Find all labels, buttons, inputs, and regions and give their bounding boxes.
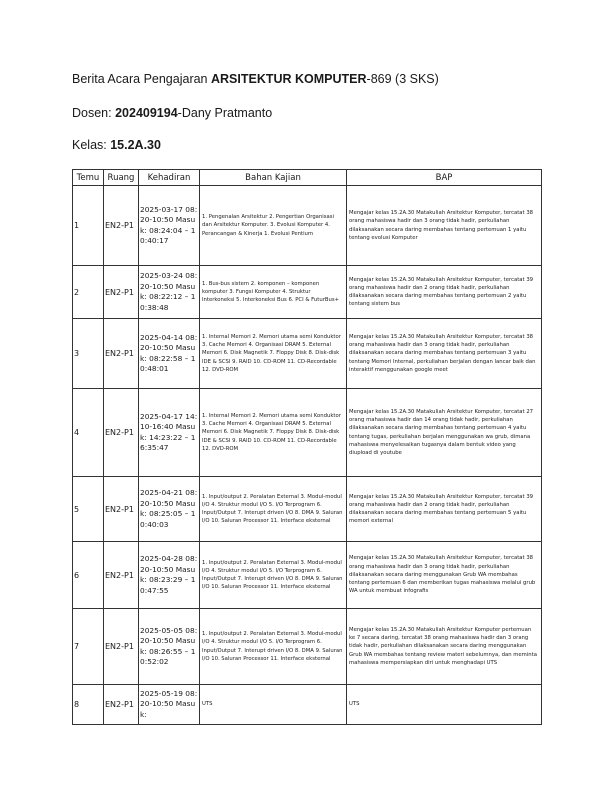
cell-bap: Mengajar kelas 15.2A.30 Matakuliah Arsitektur Komputer, tercatat 38 orang mahasiswa hadir dan 3 orang tidak hadir, perkuliahan dilaksanakan secara daring membahas tentang pertemuan 3 yaitu tentang Memori Internal, perkuliahan berjalan dengan lancar baik dan interaktif menggunakan google meet <box>347 319 542 389</box>
kelas-line <box>72 138 161 152</box>
cell-ruang: EN2-P1 <box>104 685 139 725</box>
cell-temu: 8 <box>73 685 104 725</box>
cell-kehadiran: 2025-04-17 14:10-16:40 Masuk: 14:23:22 – 16:35:47 <box>139 389 200 477</box>
cell-ruang: EN2-P1 <box>104 389 139 477</box>
cell-kehadiran: 2025-04-28 08:20-10:50 Masuk: 08:23:29 – 10:47:55 <box>139 542 200 609</box>
kelas-label: Kelas: <box>72 138 111 152</box>
cell-bap: Mengajar kelas 15.2A.30 Matakuliah Arsitektur Komputer pertemuan ke 7 secara daring, tercatat 38 orang mahasiswa hadir dan 3 orang tidak hadir, perkuliahan dilaksanakan secara daring menggunakan Grub WA membahas tentang review materi sebelumnya, dan meminta mahasiswa mempersiapkan diri untuk menghadapi UTS <box>347 609 542 685</box>
cell-temu: 4 <box>73 389 104 477</box>
kelas-value: 15.2A.30 <box>110 138 161 152</box>
cell-temu: 2 <box>73 266 104 319</box>
cell-ruang: EN2-P1 <box>104 319 139 389</box>
course-suffix: -869 (3 SKS) <box>366 72 439 86</box>
cell-kehadiran: 2025-03-24 08:20-10:50 Masuk: 08:22:12 – 10:38:48 <box>139 266 200 319</box>
course-name: ARSITEKTUR KOMPUTER <box>210 72 367 86</box>
document-title <box>72 72 439 86</box>
cell-bap: Mengajar kelas 15.2A.30 Matakuliah Arsitektur Komputer, tercatat 38 orang mahasiswa hadir dan 3 orang tidak hadir, perkuliahan dilaksanakan secara daring menggunakan Grub WA membahas tentang pertemuan 6 dan memberikan tugas mahasiswa melalui grub WA untuk membuat infografis <box>347 542 542 609</box>
column-header-kehadiran: Kehadiran <box>139 170 200 186</box>
cell-ruang: EN2-P1 <box>104 186 139 266</box>
dosen-name: -Dany Pratmanto <box>177 106 273 120</box>
cell-temu: 5 <box>73 477 104 542</box>
column-header-temu: Temu <box>73 170 104 186</box>
cell-kehadiran: 2025-04-21 08:20-10:50 Masuk: 08:25:05 – 10:40:03 <box>139 477 200 542</box>
cell-temu: 7 <box>73 609 104 685</box>
table-row <box>73 542 542 609</box>
cell-ruang: EN2-P1 <box>104 542 139 609</box>
cell-bap: Mengajar kelas 15.2A.30 Matakuliah Arsitektur Komputer, tercatat 38 orang mahasiswa hadir dan 3 orang tidak hadir, perkuliahan dilaksanakan secara daring membahas tentang pertemuan 1 yaitu tentang evolusi Komputer <box>347 186 542 266</box>
cell-bahan-kajian: 1. Internal Memori 2. Memori utama semi Konduktor 3. Cache Memori 4. Organisasi DRAM 5. External Memori 6. Disk Magnetik 7. Floppy Disk 8. Disk-disk IDE & SCSI 9. RAID 10. CD-ROM 11. CD-Recordable 12. DVD-ROM <box>200 319 347 389</box>
dosen-id: 202409194 <box>115 106 178 120</box>
table-row <box>73 609 542 685</box>
cell-bahan-kajian: 1. Pengenalan Arsitektur 2. Pengertian Organisasi dan Arsitektur Komputer. 3. Evolusi Komputer 4. Perancangan & Kinerja 1. Evolusi Pentium <box>200 186 347 266</box>
cell-kehadiran: 2025-03-17 08:20-10:50 Masuk: 08:24:04 – 10:40:17 <box>139 186 200 266</box>
table-row <box>73 389 542 477</box>
table-row <box>73 685 542 725</box>
cell-bahan-kajian: 1. Input/output 2. Peralatan External 3. Modul-modul I/O 4. Struktur modul I/O 5. I/O Terprogram 6. Input/Output 7. Interupt driven I/O 8. DMA 9. Saluran I/O 10. Saluran Processor 11. Interface eksternal <box>200 477 347 542</box>
cell-bahan-kajian: 1. Input/output 2. Peralatan External 3. Modul-modul I/O 4. Struktur modul I/O 5. I/O Terprogram 6. Input/Output 7. Interupt driven I/O 8. DMA 9. Saluran I/O 10. Saluran Processor 11. Interface eksternal <box>200 609 347 685</box>
cell-temu: 1 <box>73 186 104 266</box>
cell-bap: Mengajar kelas 15.2A.30 Matakuliah Arsitektur Komputer, tercatat 39 orang mahasiswa hadir dan 2 orang tidak hadir, perkuliahan dilaksanakan secara daring membahas tentang pertemuan 2 yaitu tentang sistem bus <box>347 266 542 319</box>
cell-kehadiran: 2025-05-19 08:20-10:50 Masuk: <box>139 685 200 725</box>
cell-bahan-kajian: UTS <box>200 685 347 725</box>
bap-table <box>72 169 542 725</box>
column-header-bap: BAP <box>347 170 542 186</box>
table-row <box>73 319 542 389</box>
cell-ruang: EN2-P1 <box>104 266 139 319</box>
column-header-bahan-kajian: Bahan Kajian <box>200 170 347 186</box>
title-prefix: Berita Acara Pengajaran <box>72 72 211 86</box>
column-header-ruang: Ruang <box>104 170 139 186</box>
cell-bahan-kajian: 1. Internal Memori 2. Memori utama semi Konduktor 3. Cache Memori 4. Organisasi DRAM 5. External Memori 6. Disk Magnetik 7. Floppy Disk 8. Disk-disk IDE & SCSI 9. RAID 10. CD-ROM 11. CD-Recordable 12. DVD-ROM <box>200 389 347 477</box>
cell-ruang: EN2-P1 <box>104 609 139 685</box>
table-header-row <box>73 170 542 186</box>
cell-bap: Mengajar kelas 15.2A.30 Matakuliah Arsitektur Komputer, tercatat 39 orang mahasiswa hadir dan 2 orang tidak hadir, perkuliahan dilaksanakan secara daring membahas tentang pertemuan 5 yaitu memori external <box>347 477 542 542</box>
cell-bahan-kajian: 1. Bus-bus sistem 2. komponen – komponen komputer 3. Fungsi Komputer 4. Struktur Interkoneksi 5. Interkoneksi Bus 6. PCI & FuturBus+ <box>200 266 347 319</box>
cell-temu: 6 <box>73 542 104 609</box>
cell-kehadiran: 2025-04-14 08:20-10:50 Masuk: 08:22:58 – 10:48:01 <box>139 319 200 389</box>
dosen-label: Dosen: <box>72 106 116 120</box>
table-row <box>73 477 542 542</box>
cell-bap: Mengajar kelas 15.2A.30 Matakuliah Arsitektur Komputer, tercatat 27 orang mahasiswa hadir dan 14 orang tidak hadir, perkuliahan dilaksanakan secara daring membahas tentang pertemuan 4 yaitu tentang tugas, perkuliahan berjalan menggunakan wa grub, dimana mahasiswa menyelesaikan tugasnya dalam bentuk video yang diupload di youtube <box>347 389 542 477</box>
table-row <box>73 186 542 266</box>
table-row <box>73 266 542 319</box>
cell-bahan-kajian: 1. Input/output 2. Peralatan External 3. Modul-modul I/O 4. Struktur modul I/O 5. I/O Terprogram 6. Input/Output 7. Interupt driven I/O 8. DMA 9. Saluran I/O 10. Saluran Processor 11. Interface eksternal <box>200 542 347 609</box>
cell-kehadiran: 2025-05-05 08:20-10:50 Masuk: 08:26:55 – 10:52:02 <box>139 609 200 685</box>
cell-bap: UTS <box>347 685 542 725</box>
dosen-line <box>72 106 272 120</box>
cell-ruang: EN2-P1 <box>104 477 139 542</box>
cell-temu: 3 <box>73 319 104 389</box>
